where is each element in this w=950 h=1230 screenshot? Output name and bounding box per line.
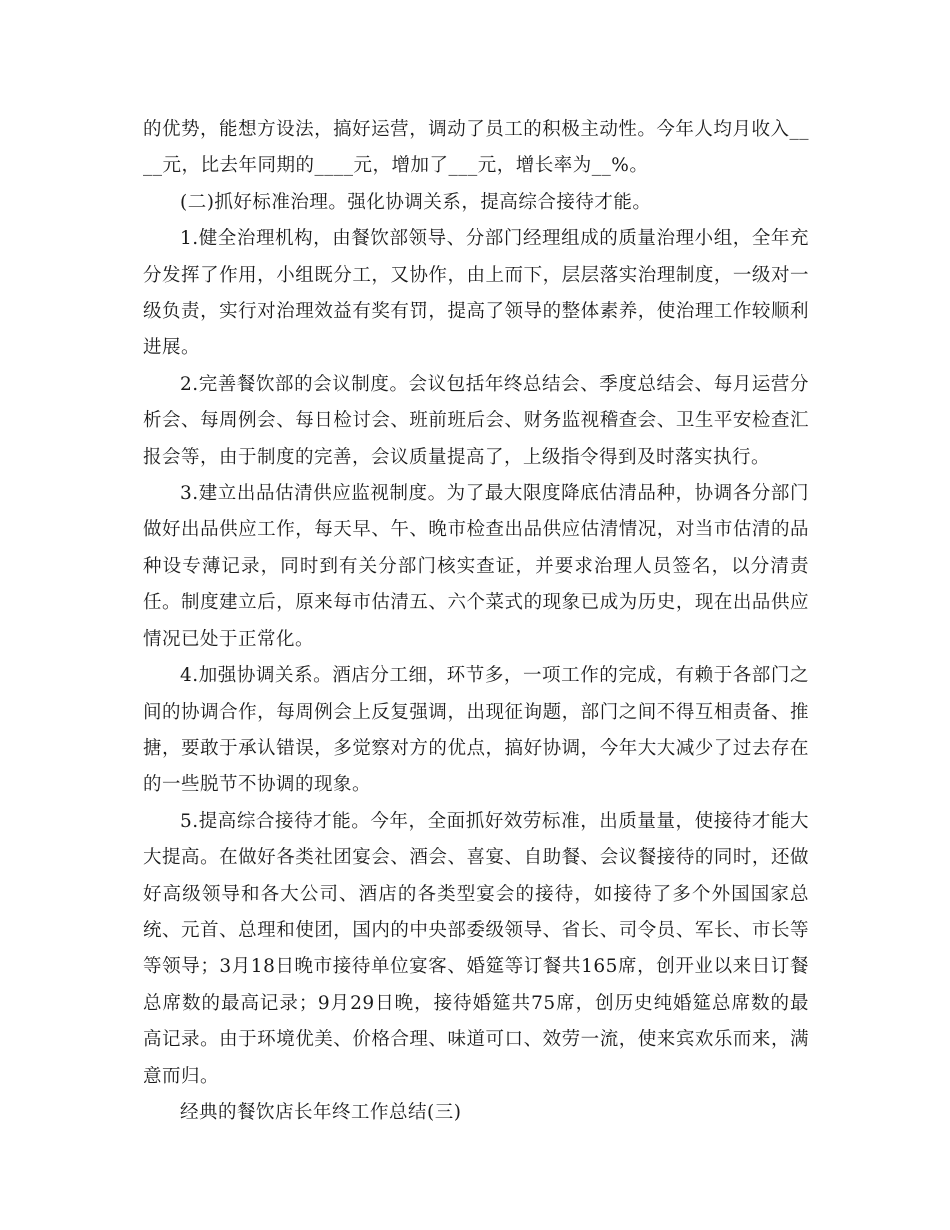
document-body [143,112,809,1131]
paragraph-item-1: 1.健全治理机构，由餐饮部领导、分部门经理组成的质量治理小组，全年充分发挥了作用，小组既分工，又协作，由上而下，层层落实治理制度，一级对一级负责，实行对治理效益有奖有罚，提高了领导的整体素养，使治理工作较顺利进展。 [143,228,809,359]
section-title-part-three: 经典的餐饮店长年终工作总结(三) [180,1101,462,1123]
paragraph-item-4: 4.加强协调关系。酒店分工细，环节多，一项工作的完成，有赖于各部门之间的协调合作，每周例会上反复强调，出现征询题，部门之间不得互相责备、推搪，要敢于承认错误，多觉察对方的优点，搞好协调，今年大大减少了过去存在的一些脱节不协调的现象。 [143,665,809,796]
paragraph-item-2: 2.完善餐饮部的会议制度。会议包括年终总结会、季度总结会、每月运营分析会、每周例会、每日检讨会、班前班后会、财务监视稽查会、卫生平安检查汇报会等，由于制度的完善，会议质量提高了，上级指令得到及时落实执行。 [143,373,809,468]
paragraph-item-5: 5.提高综合接待才能。今年，全面抓好效劳标准，出质量量，使接待才能大大提高。在做好各类社团宴会、酒会、喜宴、自助餐、会议餐接待的同时，还做好高级领导和各大公司、酒店的各类型宴会的接待，如接待了多个外国国家总统、元首、总理和使团，国内的中央部委级领导、省长、司令员、军长、市长等等领导；3月18日晚市接待单位宴客、婚筵等订餐共165席，创开业以来日订餐总席数的最高记录；9月29日晚，接待婚筵共75席，创历史纯婚筵总席数的最高记录。由于环境优美、价格合理、味道可口、效劳一流，使来宾欢乐而来，满意而归。 [143,810,809,1087]
section-heading-standard-management: (二)抓好标准治理。强化协调关系，提高综合接待才能。 [180,191,652,213]
paragraph-item-3: 3.建立出品估清供应监视制度。为了最大限度降底估清品种，协调各分部门做好出品供应工作，每天早、午、晚市检查出品供应估清情况，对当市估清的品种设专薄记录，同时到有关分部门核实查证，并要求治理人员签名，以分清责任。制度建立后，原来每市估清五、六个菜式的现象已成为历史，现在出品供应情况已处于正常化。 [143,483,809,650]
paragraph-continuation: 的优势，能想方设法，搞好运营，调动了员工的积极主动性。今年人均月收入____元，比去年同期的____元，增加了___元，增长率为__%。 [143,119,809,177]
